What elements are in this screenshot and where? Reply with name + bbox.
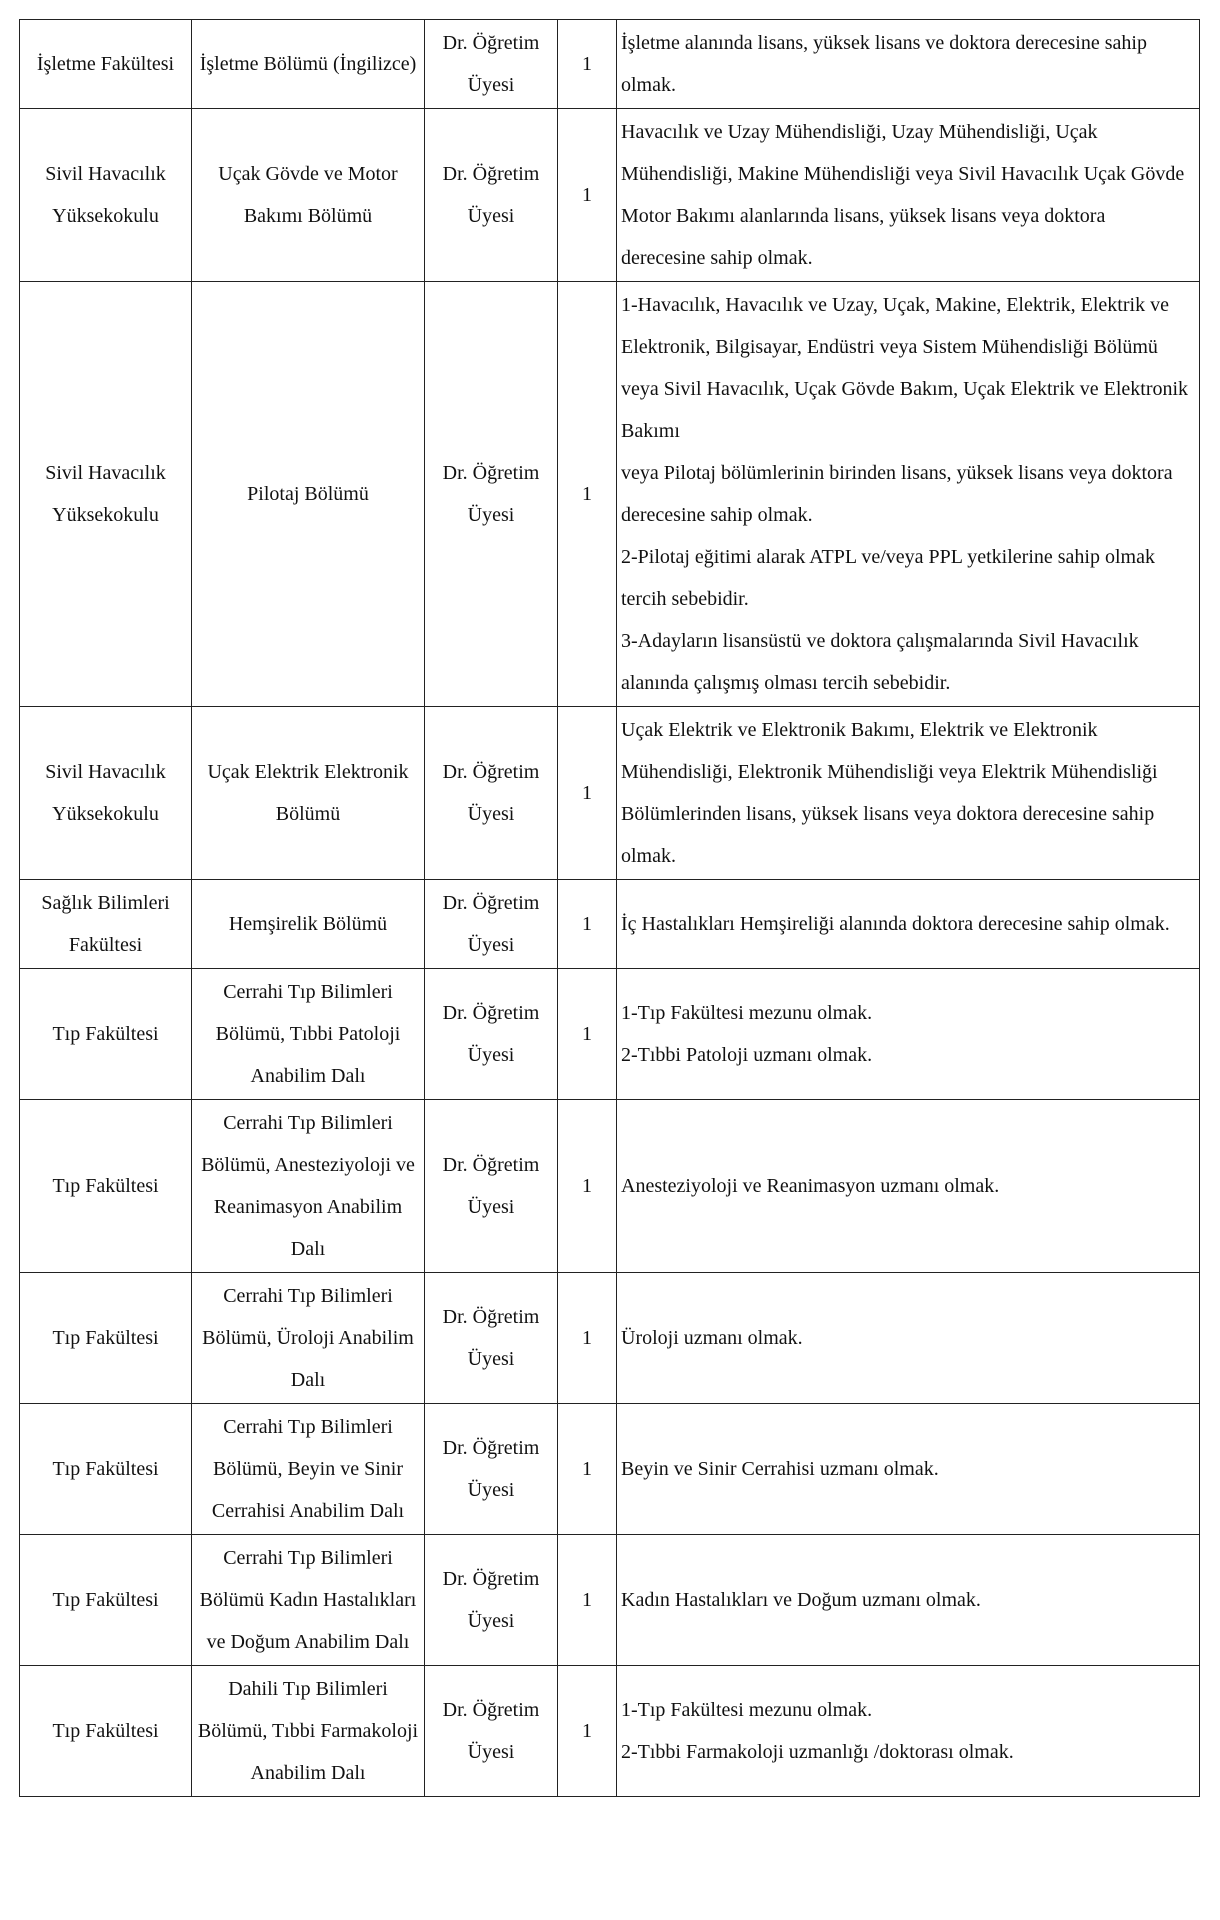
table-row bbox=[20, 1273, 1200, 1404]
unit-cell: Tıp Fakültesi bbox=[20, 1404, 192, 1535]
requirements-cell bbox=[617, 1100, 1200, 1273]
count-cell: 1 bbox=[558, 20, 617, 109]
requirement-line: 2-Tıbbi Farmakoloji uzmanlığı /doktorası olmak. bbox=[621, 1741, 1014, 1763]
requirement-line: Uçak Elektrik ve Elektronik Bakımı, Elektrik ve Elektronik Mühendisliği, Elektronik Mühendisliği veya Elektrik Mühendisliği Bölümlerinden lisans, yüksek lisans veya doktora derecesine sahip olmak. bbox=[621, 719, 1158, 867]
requirements-cell bbox=[617, 969, 1200, 1100]
count-cell: 1 bbox=[558, 109, 617, 282]
title-cell: Dr. Öğretim Üyesi bbox=[425, 282, 558, 707]
requirement-line: İşletme alanında lisans, yüksek lisans ve doktora derecesine sahip olmak. bbox=[621, 32, 1147, 96]
title-cell: Dr. Öğretim Üyesi bbox=[425, 1273, 558, 1404]
requirement-line: 1-Tıp Fakültesi mezunu olmak. bbox=[621, 1699, 873, 1721]
position-listing-document bbox=[19, 19, 1200, 1797]
unit-cell: İşletme Fakültesi bbox=[20, 20, 192, 109]
table-row bbox=[20, 20, 1200, 109]
title-cell: Dr. Öğretim Üyesi bbox=[425, 707, 558, 880]
table-row bbox=[20, 1535, 1200, 1666]
count-cell: 1 bbox=[558, 1273, 617, 1404]
count-cell: 1 bbox=[558, 1100, 617, 1273]
title-cell: Dr. Öğretim Üyesi bbox=[425, 20, 558, 109]
unit-cell: Tıp Fakültesi bbox=[20, 1273, 192, 1404]
requirements-cell bbox=[617, 1535, 1200, 1666]
requirement-line: 1-Tıp Fakültesi mezunu olmak. bbox=[621, 1002, 873, 1024]
requirements-cell bbox=[617, 707, 1200, 880]
department-cell: İşletme Bölümü (İngilizce) bbox=[192, 20, 425, 109]
requirements-cell bbox=[617, 282, 1200, 707]
department-cell: Hemşirelik Bölümü bbox=[192, 880, 425, 969]
table-row bbox=[20, 1666, 1200, 1797]
requirements-cell bbox=[617, 1666, 1200, 1797]
department-cell: Uçak Elektrik Elektronik Bölümü bbox=[192, 707, 425, 880]
unit-cell: Sivil Havacılık Yüksekokulu bbox=[20, 282, 192, 707]
requirement-line: Havacılık ve Uzay Mühendisliği, Uzay Mühendisliği, Uçak Mühendisliği, Makine Mühendisliği veya Sivil Havacılık Uçak Gövde Motor Bakımı alanlarında lisans, yüksek lisans veya doktora derecesine sahip olmak. bbox=[621, 121, 1185, 269]
title-cell: Dr. Öğretim Üyesi bbox=[425, 880, 558, 969]
title-cell: Dr. Öğretim Üyesi bbox=[425, 1666, 558, 1797]
department-cell: Cerrahi Tıp Bilimleri Bölümü Kadın Hastalıkları ve Doğum Anabilim Dalı bbox=[192, 1535, 425, 1666]
requirement-line: 3-Adayların lisansüstü ve doktora çalışmalarında Sivil Havacılık alanında çalışmış olması tercih sebebidir. bbox=[621, 630, 1139, 694]
title-cell: Dr. Öğretim Üyesi bbox=[425, 1535, 558, 1666]
requirement-line: Kadın Hastalıkları ve Doğum uzmanı olmak. bbox=[621, 1589, 981, 1611]
requirement-line: 2-Pilotaj eğitimi alarak ATPL ve/veya PPL yetkilerine sahip olmak tercih sebebidir. bbox=[621, 546, 1155, 610]
department-cell: Pilotaj Bölümü bbox=[192, 282, 425, 707]
count-cell: 1 bbox=[558, 969, 617, 1100]
department-cell: Dahili Tıp Bilimleri Bölümü, Tıbbi Farmakoloji Anabilim Dalı bbox=[192, 1666, 425, 1797]
title-cell: Dr. Öğretim Üyesi bbox=[425, 109, 558, 282]
table-row bbox=[20, 1100, 1200, 1273]
requirement-line: Üroloji uzmanı olmak. bbox=[621, 1327, 803, 1349]
table-row bbox=[20, 109, 1200, 282]
requirement-line: Beyin ve Sinir Cerrahisi uzmanı olmak. bbox=[621, 1458, 939, 1480]
unit-cell: Sivil Havacılık Yüksekokulu bbox=[20, 707, 192, 880]
unit-cell: Tıp Fakültesi bbox=[20, 1666, 192, 1797]
requirement-line: 1-Havacılık, Havacılık ve Uzay, Uçak, Makine, Elektrik, Elektrik ve Elektronik, Bilgisayar, Endüstri veya Sistem Mühendisliği Bölümü veya Sivil Havacılık, Uçak Gövde Bakım, Uçak Elektrik ve Elektronik Bakımı bbox=[621, 294, 1189, 442]
faculty-positions-table bbox=[19, 19, 1200, 1797]
requirements-cell bbox=[617, 20, 1200, 109]
count-cell: 1 bbox=[558, 880, 617, 969]
title-cell: Dr. Öğretim Üyesi bbox=[425, 1404, 558, 1535]
title-cell: Dr. Öğretim Üyesi bbox=[425, 969, 558, 1100]
requirement-line: 2-Tıbbi Patoloji uzmanı olmak. bbox=[621, 1044, 873, 1066]
title-cell: Dr. Öğretim Üyesi bbox=[425, 1100, 558, 1273]
unit-cell: Sağlık Bilimleri Fakültesi bbox=[20, 880, 192, 969]
department-cell: Cerrahi Tıp Bilimleri Bölümü, Tıbbi Patoloji Anabilim Dalı bbox=[192, 969, 425, 1100]
count-cell: 1 bbox=[558, 1535, 617, 1666]
unit-cell: Tıp Fakültesi bbox=[20, 969, 192, 1100]
table-row bbox=[20, 880, 1200, 969]
requirement-line: Anesteziyoloji ve Reanimasyon uzmanı olmak. bbox=[621, 1175, 1000, 1197]
unit-cell: Sivil Havacılık Yüksekokulu bbox=[20, 109, 192, 282]
count-cell: 1 bbox=[558, 1666, 617, 1797]
count-cell: 1 bbox=[558, 1404, 617, 1535]
positions-table-body bbox=[20, 20, 1200, 1797]
requirement-line: veya Pilotaj bölümlerinin birinden lisans, yüksek lisans veya doktora derecesine sahip olmak. bbox=[621, 462, 1173, 526]
requirement-line: İç Hastalıkları Hemşireliği alanında doktora derecesine sahip olmak. bbox=[621, 913, 1170, 935]
department-cell: Cerrahi Tıp Bilimleri Bölümü, Beyin ve Sinir Cerrahisi Anabilim Dalı bbox=[192, 1404, 425, 1535]
unit-cell: Tıp Fakültesi bbox=[20, 1100, 192, 1273]
requirements-cell bbox=[617, 109, 1200, 282]
requirements-cell bbox=[617, 1404, 1200, 1535]
requirements-cell bbox=[617, 880, 1200, 969]
department-cell: Cerrahi Tıp Bilimleri Bölümü, Üroloji Anabilim Dalı bbox=[192, 1273, 425, 1404]
table-row bbox=[20, 282, 1200, 707]
count-cell: 1 bbox=[558, 707, 617, 880]
department-cell: Cerrahi Tıp Bilimleri Bölümü, Anesteziyoloji ve Reanimasyon Anabilim Dalı bbox=[192, 1100, 425, 1273]
department-cell: Uçak Gövde ve Motor Bakımı Bölümü bbox=[192, 109, 425, 282]
count-cell: 1 bbox=[558, 282, 617, 707]
unit-cell: Tıp Fakültesi bbox=[20, 1535, 192, 1666]
table-row bbox=[20, 969, 1200, 1100]
table-row bbox=[20, 707, 1200, 880]
table-row bbox=[20, 1404, 1200, 1535]
requirements-cell bbox=[617, 1273, 1200, 1404]
